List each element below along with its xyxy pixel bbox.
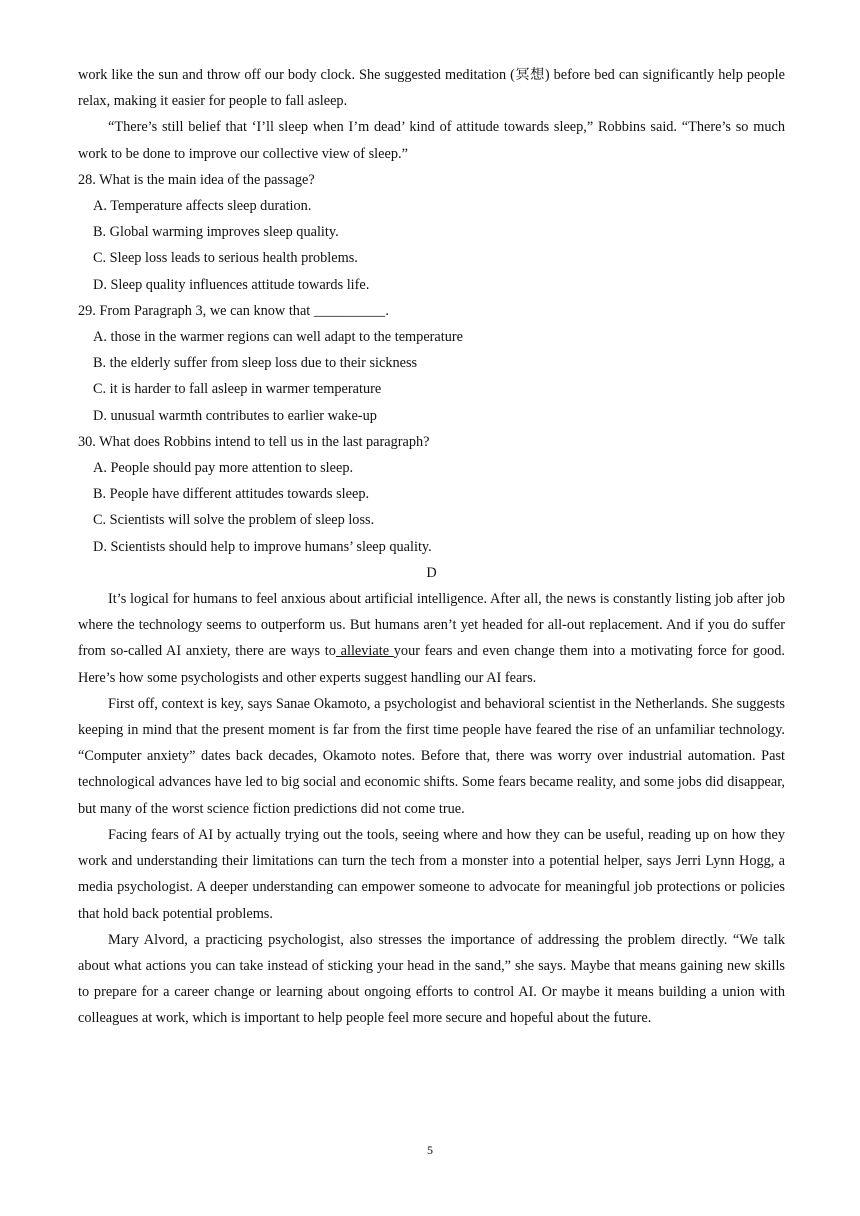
section-d-paragraph-1 bbox=[78, 586, 785, 691]
question-29-option-b: B. the elderly suffer from sleep loss due to their sickness bbox=[93, 355, 418, 372]
question-29-option-a: A. those in the warmer regions can well adapt to the temperature bbox=[93, 329, 463, 346]
question-28-stem: 28. What is the main idea of the passage? bbox=[78, 171, 315, 188]
document-page bbox=[78, 62, 785, 1032]
question-30-option-c: C. Scientists will solve the problem of sleep loss. bbox=[93, 512, 375, 529]
question-30-option-a: A. People should pay more attention to sleep. bbox=[93, 460, 354, 477]
question-30-option-d: D. Scientists should help to improve humans’ sleep quality. bbox=[93, 538, 432, 555]
section-d-paragraph-3: Facing fears of AI by actually trying out the tools, seeing where and how they can be useful, reading up on how they work and understanding their limitations can turn the tech from a monster into a potential helper, says Jerri Lynn Hogg, a media psychologist. A deeper understanding can empower someone to advocate for meaningful job protections or policies that hold back potential problems. bbox=[78, 826, 785, 922]
question-28-option-d: D. Sleep quality influences attitude towards life. bbox=[93, 276, 370, 293]
paragraph-1-text-after: your fears and even change them into a motivating force for good. Here’s how some psychologists and other experts suggest handling our AI fears. bbox=[78, 643, 785, 686]
question-29-option-d: D. unusual warmth contributes to earlier wake-up bbox=[93, 407, 377, 424]
section-d-paragraph-2: First off, context is key, says Sanae Okamoto, a psychologist and behavioral scientist in the Netherlands. She suggests keeping in mind that the present moment is far from the first time people have feared the rise of an unfamiliar technology. “Computer anxiety” dates back decades, Okamoto notes. Before that, there was worry over industrial automation. Past technological advances have led to big social and economic shifts. Some fears became reality, and some jobs did disappear, but many of the worst science fiction predictions did not come true. bbox=[78, 695, 785, 817]
question-28-option-a: A. Temperature affects sleep duration. bbox=[93, 198, 312, 215]
passage-c-last-paragraph: “There’s still belief that ‘I’ll sleep when I’m dead’ kind of attitude towards sleep,” Robbins said. “There’s so much work to be done to improve our collective view of sleep.” bbox=[78, 119, 785, 162]
passage-c-paragraph-continued: work like the sun and throw off our body clock. She suggested meditation (冥想) before bed can significantly help people relax, making it easier for people to fall asleep. bbox=[78, 67, 785, 110]
paragraph-1-text-before: It’s logical for humans to feel anxious about artificial intelligence. After all, the news is constantly listing job after job where the technology seems to outperform us. But humans aren’t yet headed for all-out replacement. And if you do suffer from so-called AI anxiety, there are ways to bbox=[78, 591, 785, 660]
section-d-paragraph-4: Mary Alvord, a practicing psychologist, also stresses the importance of addressing the problem directly. “We talk about what actions you can take instead of sticking your head in the sand,” she says. Maybe that means gaining new skills to prepare for a career change or learning about ongoing efforts to control AI. Or maybe it means building a union with colleagues at work, which is important to help people feel more secure and hopeful about the future. bbox=[78, 931, 785, 1027]
question-29-option-c: C. it is harder to fall asleep in warmer temperature bbox=[93, 381, 382, 398]
question-30-stem: 30. What does Robbins intend to tell us in the last paragraph? bbox=[78, 433, 430, 450]
question-30-option-b: B. People have different attitudes towards sleep. bbox=[93, 486, 370, 503]
question-28-option-c: C. Sleep loss leads to serious health problems. bbox=[93, 250, 358, 267]
page-number: 5 bbox=[427, 1143, 433, 1157]
question-28-option-b: B. Global warming improves sleep quality. bbox=[93, 224, 339, 241]
underlined-word-alleviate: alleviate bbox=[335, 643, 394, 660]
section-d-heading: D bbox=[426, 564, 437, 581]
question-29-stem: 29. From Paragraph 3, we can know that __________. bbox=[78, 302, 389, 319]
